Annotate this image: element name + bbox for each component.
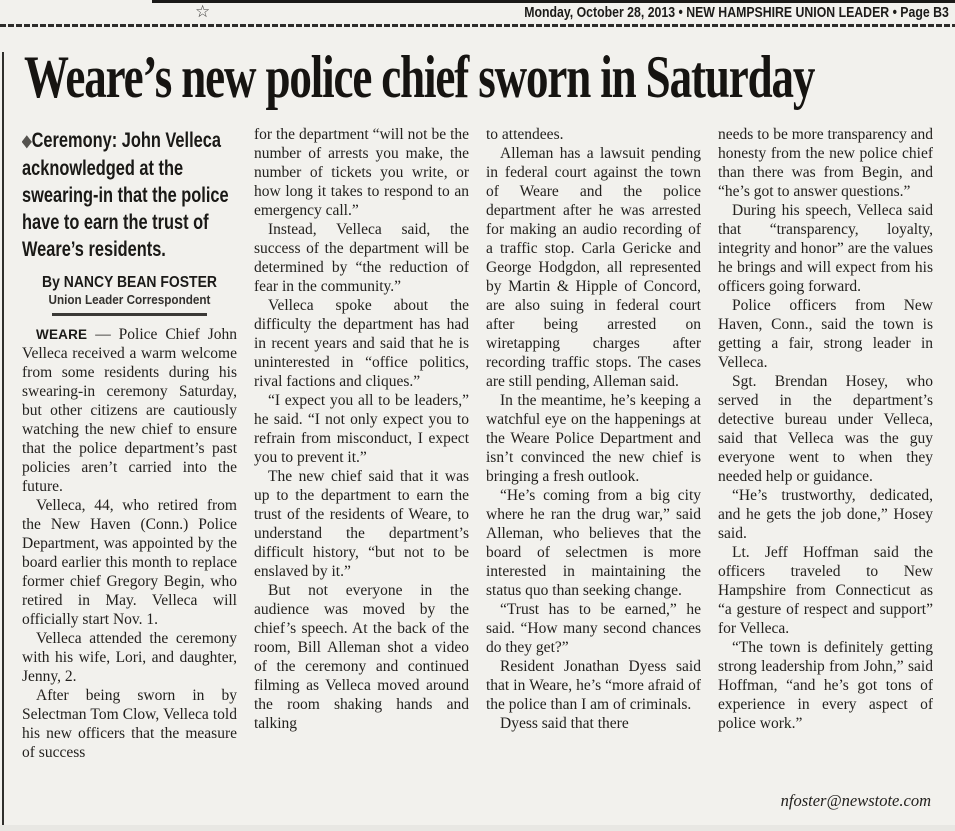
summary-label: Ceremony: bbox=[31, 129, 118, 152]
article-column-4 bbox=[718, 125, 933, 823]
article-paragraph: Dyess said that there bbox=[500, 715, 629, 732]
diamond-icon: ◆ bbox=[22, 133, 32, 150]
article-paragraph: In the meantime, he’s keeping a watchful eye on the happenings at the Weare Police Department and isn’t convinced the new chief is bringing a fresh outlook. bbox=[486, 392, 701, 485]
article-paragraph: Velleca spoke about the difficulty the department has had in recent years and said that he is uninterested in “office politics, rival factions and cliques.” bbox=[254, 297, 469, 390]
article-paragraph: for the department “will not be the number of arrests you make, the number of tickets you write, or how long it takes to respond to an emergency call.” bbox=[254, 126, 469, 219]
dateline: WEARE bbox=[36, 327, 88, 342]
article-paragraph: “Trust has to be earned,” he said. “How many second chances do they get?” bbox=[486, 601, 701, 656]
masthead-divider-rule bbox=[0, 24, 955, 27]
byline-rule bbox=[52, 313, 207, 316]
article-column-3 bbox=[486, 125, 701, 823]
article-paragraph: to attendees. bbox=[486, 126, 564, 143]
scan-bottom-edge bbox=[0, 825, 955, 831]
article-paragraph: needs to be more transparency and honesty from the new police chief than there was from Begin, and “he’s got to answer questions.” bbox=[718, 126, 933, 200]
article-paragraph: Velleca attended the ceremony with his wife, Lori, and daughter, Jenny, 2. bbox=[22, 630, 237, 685]
article-column-1 bbox=[22, 125, 237, 823]
article-columns bbox=[22, 125, 933, 823]
column-4-body bbox=[718, 125, 933, 733]
star-icon: ☆ bbox=[192, 3, 213, 20]
article-paragraph: Instead, Velleca said, the success of the department will be determined by “the reduction of fear in the community.” bbox=[254, 221, 469, 295]
column-1-body bbox=[22, 325, 237, 762]
article-paragraph: But not everyone in the audience was moved by the chief’s speech. At the back of the room, Bill Alleman shot a video of the ceremony and continued filming as Velleca moved around the room shaking hands and talking bbox=[254, 582, 469, 732]
article-paragraph: Velleca, 44, who retired from the New Haven (Conn.) Police Department, was appointed by the board earlier this month to replace former chief Gregory Begin, who retired in May. Velleca will officially start Nov. 1. bbox=[22, 497, 237, 628]
article-paragraph: “He’s coming from a big city where he ran the drug war,” said Alleman, who believes that the board of selectmen is more interested in maintaining the status quo than seeking change. bbox=[486, 487, 701, 599]
article-paragraph: The new chief said that it was up to the department to earn the trust of the residents of Weare, to understand the department’s difficult history, “but not to be enslaved by it.” bbox=[254, 468, 469, 580]
article-paragraph: “I expect you all to be leaders,” he said. “I not only expect you to refrain from misconduct, I expect you to prevent it.” bbox=[254, 392, 469, 466]
article-paragraph: “He’s trustworthy, dedicated, and he gets the job done,” Hosey said. bbox=[718, 487, 933, 542]
column-left-rule bbox=[2, 52, 4, 831]
article-paragraph: Police officers from New Haven, Conn., said the town is getting a fair, strong leader in Velleca. bbox=[718, 297, 933, 371]
masthead-top-rule bbox=[152, 0, 955, 3]
article-email: nfoster@newstote.com bbox=[780, 791, 931, 810]
article-paragraph: After being sworn in by Selectman Tom Clow, Velleca told his new officers that the measure of success bbox=[22, 687, 237, 761]
page-title: Weare’s new police chief sworn in Saturday bbox=[24, 44, 815, 110]
byline-author: By NANCY BEAN FOSTER bbox=[42, 274, 217, 291]
summary-text: John Velleca acknowledged at the swearing-in that the police have to earn the trust of Weare’s residents. bbox=[22, 129, 229, 261]
byline-organization: Union Leader Correspondent bbox=[48, 292, 211, 307]
article-column-2 bbox=[254, 125, 469, 823]
article-paragraph: Sgt. Brendan Hosey, who served in the department’s detective bureau under Velleca, said that Velleca was the guy everyone went to when they needed help or guidance. bbox=[718, 373, 933, 485]
byline bbox=[33, 273, 227, 308]
masthead-dateline: Monday, October 28, 2013 • NEW HAMPSHIRE UNION LEADER • Page B3 bbox=[524, 4, 949, 21]
article-paragraph: Alleman has a lawsuit pending in federal court against the town of Weare and the police department after he was arrested for making an audio recording of a traffic stop. Carla Gericke and George Hodgdon, all represented by Martin & Hipple of Concord, are also suing in federal court after being arrested on wiretapping charges after recording traffic stops. The cases are still pending, Alleman said. bbox=[486, 145, 701, 390]
article-paragraph: Lt. Jeff Hoffman said the officers traveled to New Hampshire from Connecticut as “a gesture of respect and support” for Velleca. bbox=[718, 544, 933, 637]
article-paragraph: WEARE — Police Chief John Velleca received a warm welcome from some residents during his swearing-in ceremony Saturday, but other citizens are cautiously watching the new chief to ensure that the police department’s past policies aren’t carried into the future. bbox=[22, 326, 237, 495]
article-summary bbox=[22, 127, 237, 263]
article-paragraph: Resident Jonathan Dyess said that in Weare, he’s “more afraid of the police than I am of criminals. bbox=[486, 658, 701, 713]
article-paragraph: During his speech, Velleca said that “transparency, loyalty, integrity and honor” are the values he brings and will expect from his officers going forward. bbox=[718, 202, 933, 295]
article-paragraph: “The town is definitely getting strong leadership from John,” said Hoffman, “and he’s got tons of experience in every aspect of police work.” bbox=[718, 639, 933, 732]
